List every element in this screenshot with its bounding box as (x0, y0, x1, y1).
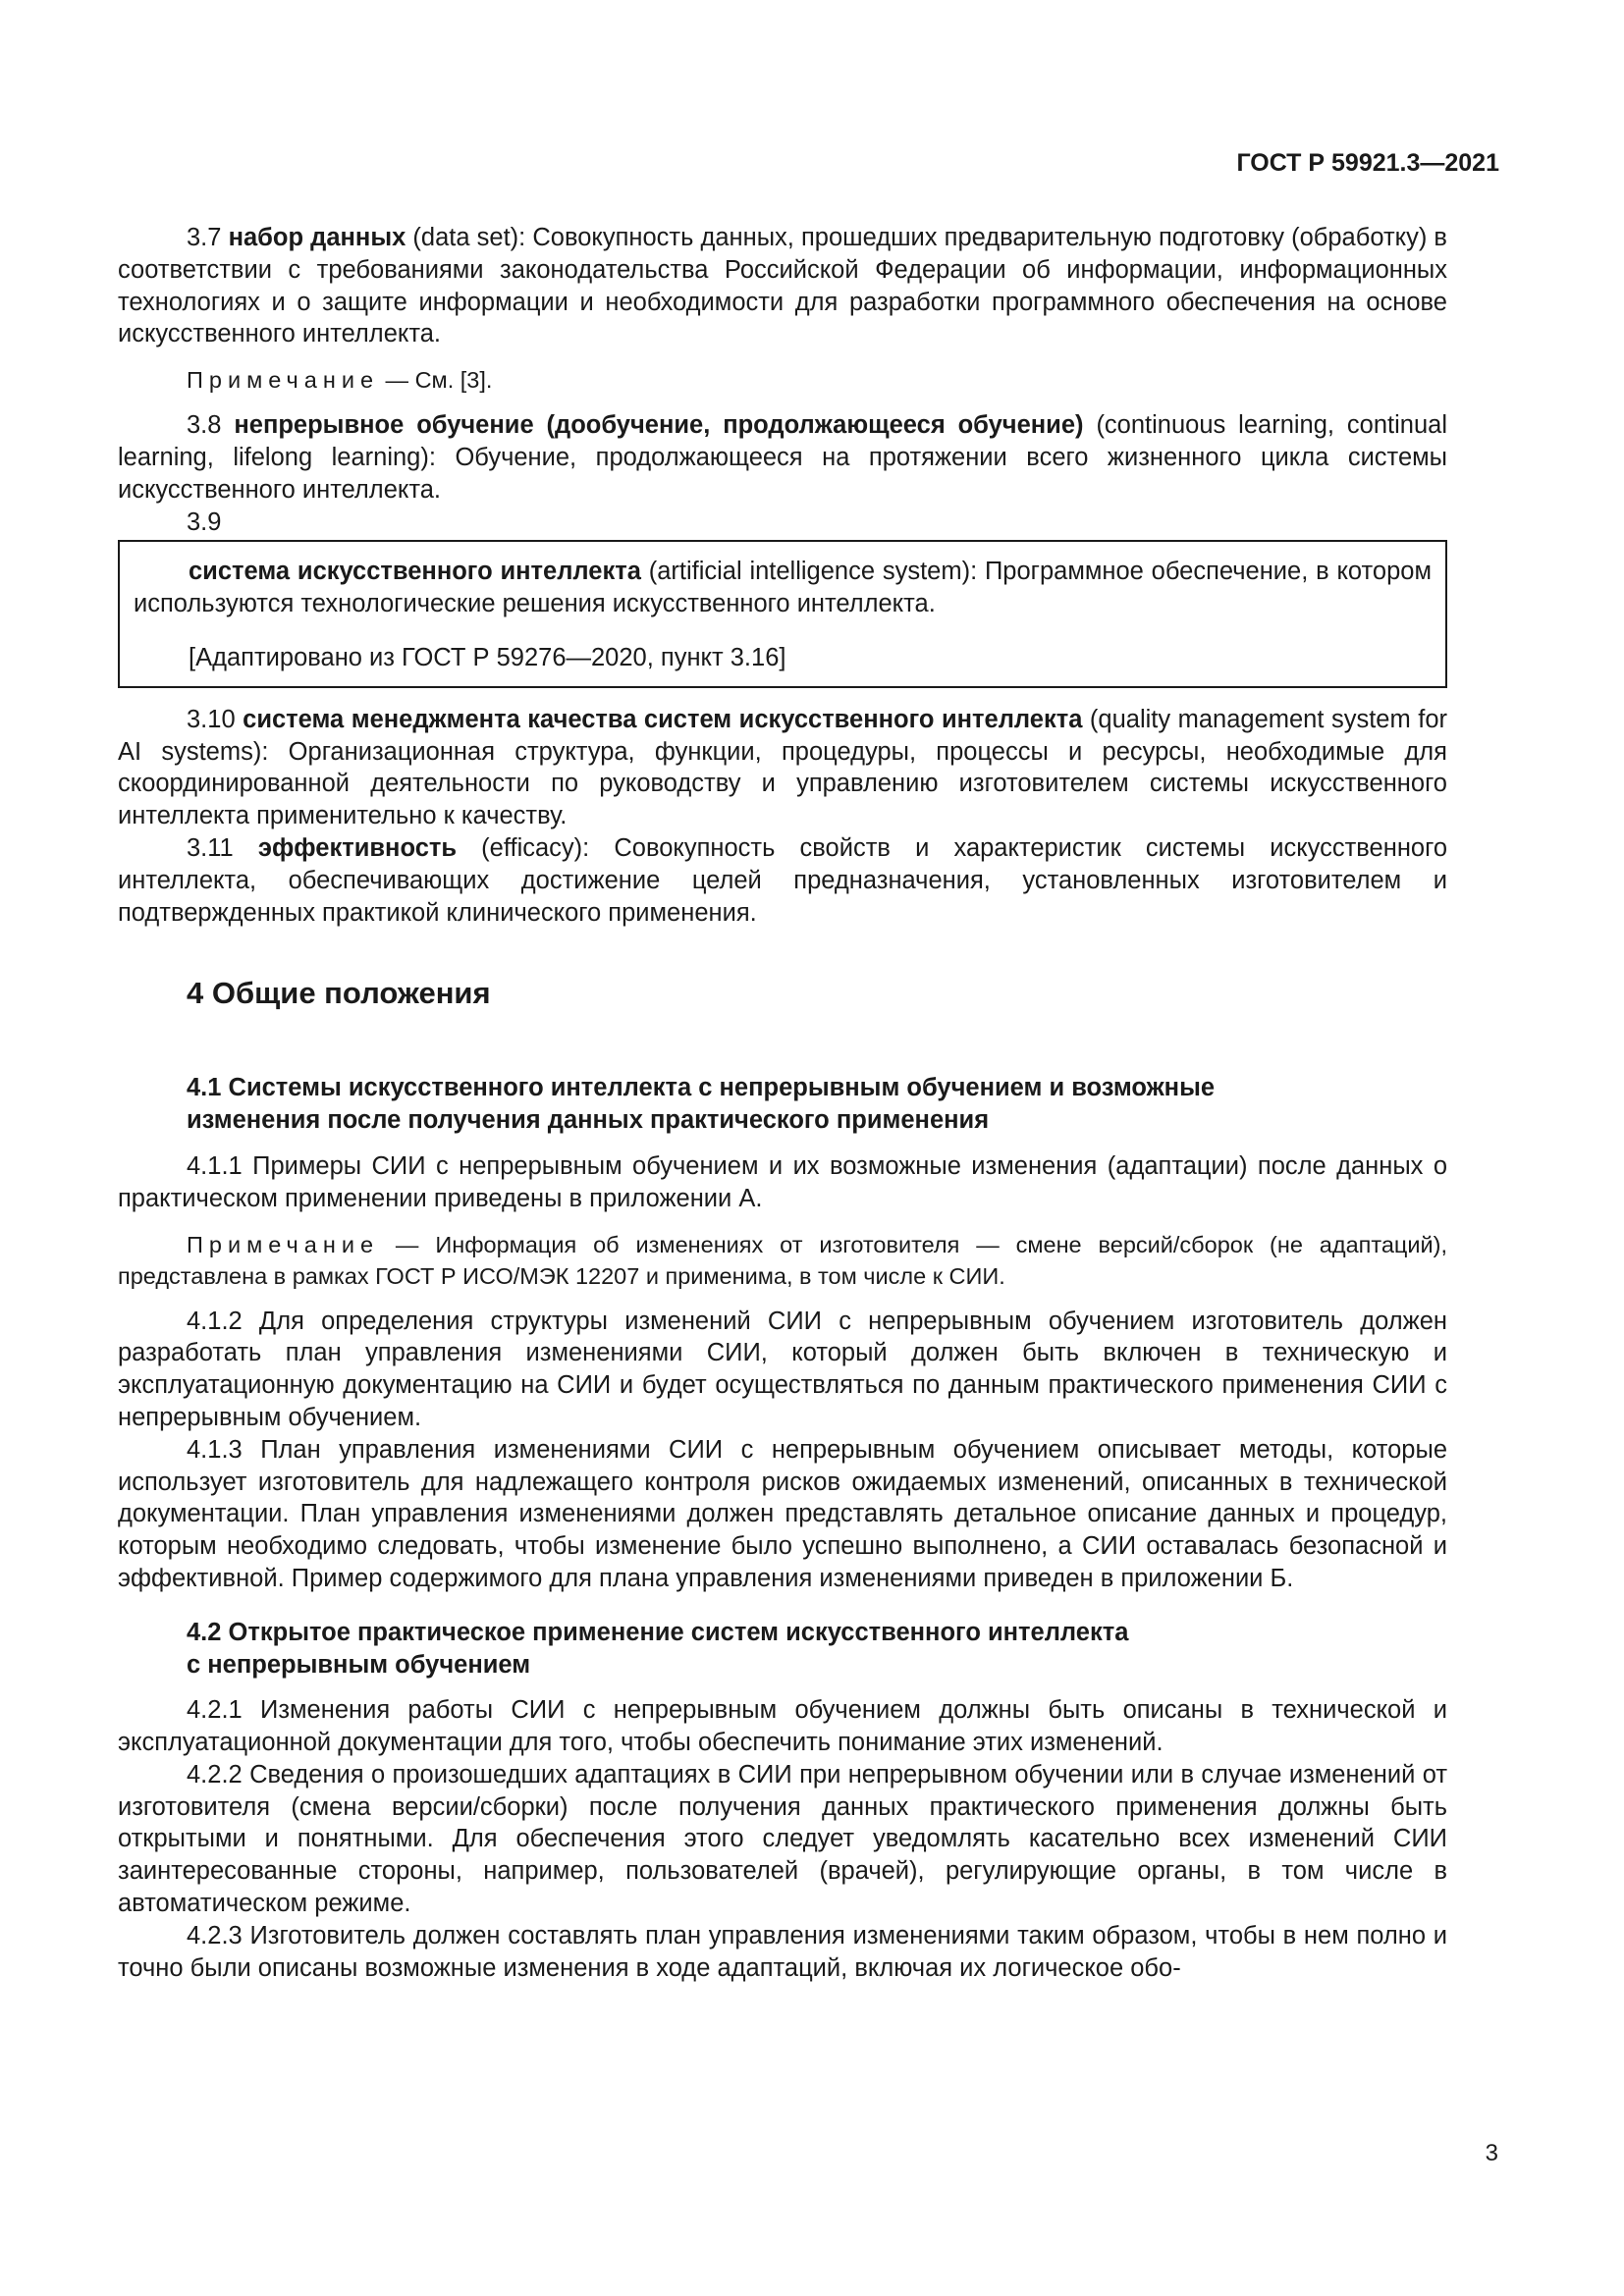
title-line: изменения после получения данных практического применения (187, 1106, 990, 1135)
clause-3-9 (134, 556, 1432, 620)
clause-text: (quality management system for AI systems): Организационная структура, функции, процедуры, процессы и ресурсы, необходимые для скоординированной деятельности по руководству и управлению изготовителем системы искусственного интеллекта применительно к качеству. (118, 705, 1447, 830)
note-text: — Информация об изменениях от изготовителя — смене версий/сборок (не адаптаций), представлена в рамках ГОСТ Р ИСО/МЭК 12207 и применима, в том числе к СИИ. (118, 1231, 1447, 1289)
clause-4-1-1: 4.1.1 Примеры СИИ с непрерывным обучением и их возможные изменения (адаптации) после данных о практическом применении приведены в приложении А. (118, 1151, 1447, 1212)
clause-3-9-number: 3.9 (187, 507, 222, 536)
clause-text: (efficacy): Совокупность свойств и характеристик системы искусственного интеллекта, обеспечивающих достижение целей предназначения, установленных изготовителем и подтвержденных практикой клинического применения. (118, 833, 1448, 927)
clause-4-2-2: 4.2.2 Сведения о произошедших адаптациях в СИИ при непрерывном обучении или в случае изменений от изготовителя (смена версии/сборки) после получения данных практического применения должны быть открытыми и понятными. Для обеспечения этого следует уведомлять касательно всех изменений СИИ заинтересованные стороны, например, пользователей (врачей), регулирующие органы, в том числе в автоматическом режиме. (118, 1760, 1447, 1918)
clause-term: эффективность (257, 833, 458, 862)
note-label: Примечание (187, 1231, 380, 1257)
clause-number: 3.7 (187, 224, 229, 251)
title-line: 4.1 Системы искусственного интеллекта с непрерывным обучением и возможные (187, 1074, 1216, 1102)
clause-term: набор данных (228, 224, 406, 251)
clause-3-10 (118, 704, 1447, 832)
clause-number: 3.10 (187, 705, 244, 733)
clause-3-11 (118, 832, 1447, 929)
note-3-7 (118, 364, 1447, 396)
page-number: 3 (1485, 2140, 1498, 2166)
subsection-4-1-title (187, 1072, 1447, 1137)
clause-text: (continuous learning, continual learning, lifelong learning): Обучение, продолжающееся на протяжении всего жизненного цикла системы искусственного интеллекта. (118, 411, 1447, 504)
clause-term: система менеджмента качества систем искусственного интеллекта (243, 705, 1083, 733)
note-label: Примечание (187, 367, 380, 394)
clause-3-9-box (118, 540, 1447, 687)
clause-number: 3.11 (187, 833, 258, 862)
subsection-4-2-title (187, 1617, 1447, 1682)
clause-4-2-1: 4.2.1 Изменения работы СИИ с непрерывным обучением должны быть описаны в технической и эксплуатационной документации для того, чтобы обеспечить понимание этих изменений. (118, 1696, 1447, 1757)
clause-3-9-source: [Адаптировано из ГОСТ Р 59276—2020, пункт 3.16] (189, 643, 786, 671)
clause-4-1-2: 4.1.2 Для определения структуры изменений СИИ с непрерывным обучением изготовитель должен разработать план управления изменениями СИИ, который должен быть включен в техническую и эксплуатационную документацию на СИИ и будет осуществляться по данным практического применения СИИ с непрерывным обучением. (118, 1307, 1447, 1431)
clause-text: (artificial intelligence system): Программное обеспечение, в котором используются технологические решения искусственного интеллекта. (134, 558, 1432, 618)
clause-4-1-3: 4.1.3 План управления изменениями СИИ с непрерывным обучением описывает методы, которые использует изготовитель для надлежащего контроля рисков ожидаемых изменений, описанных в технической документации. План управления изменениями должен представлять детальное описание данных и процедур, которым необходимо следовать, чтобы изменение было успешно выполнено, а СИИ оставалась безопасной и эффективной. Пример содержимого для плана управления изменениями приведен в приложении Б. (118, 1435, 1447, 1592)
clause-term: система искусственного интеллекта (189, 558, 641, 586)
note-4-1-1 (118, 1229, 1447, 1292)
title-line: с непрерывным обучением (187, 1650, 531, 1679)
clause-4-2-3: 4.2.3 Изготовитель должен составлять план управления изменениями таким образом, чтобы в нем полно и точно были описаны возможные изменения в ходе адаптаций, включая их логическое обо- (118, 1921, 1447, 1982)
document-body (118, 222, 1447, 1984)
note-text: — См. [3]. (379, 367, 493, 394)
clause-text: (data set): Совокупность данных, прошедших предварительную подготовку (обработку) в соответствии с требованиями законодательства Российской Федерации об информации, информационных технологиях и о защите информации и необходимости для разработки программного обеспечения на основе искусственного интеллекта. (118, 224, 1447, 348)
clause-number: 3.8 (187, 411, 235, 440)
clause-3-8 (118, 409, 1447, 506)
document-header: ГОСТ Р 59921.3—2021 (1236, 149, 1499, 177)
clause-3-7 (118, 222, 1447, 350)
clause-term: непрерывное обучение (дообучение, продолжающееся обучение) (234, 411, 1084, 440)
section-4-title: 4 Общие положения (187, 976, 491, 1011)
title-line: 4.2 Открытое практическое применение систем искусственного интеллекта (187, 1618, 1129, 1646)
